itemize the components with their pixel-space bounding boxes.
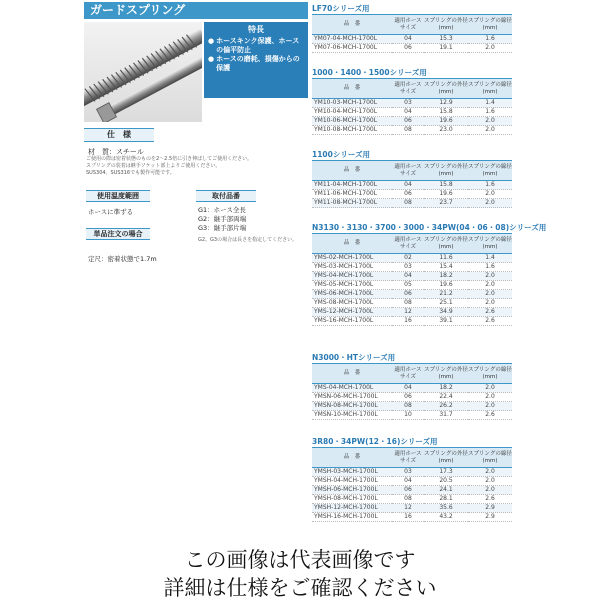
outer-diameter-cell: 15.3	[424, 35, 468, 44]
column-header-od: スプリングの外径(mm)	[424, 15, 468, 35]
hose-size-cell: 08	[392, 126, 424, 135]
outer-diameter-cell: 34.9	[424, 308, 468, 317]
features-box	[204, 22, 308, 98]
temp-heading: 使用温度範囲	[86, 190, 150, 202]
part-number-cell: YMSH-12-MCH-1700L	[312, 504, 392, 513]
part-number-cell: YM11-04-MCH-1700L	[312, 181, 392, 190]
wire-diameter-cell: 2.0	[468, 117, 512, 126]
table-row	[312, 468, 512, 477]
spec-heading: 仕 様	[84, 128, 154, 142]
wire-diameter-cell: 2.0	[468, 477, 512, 486]
wire-diameter-cell: 2.0	[468, 272, 512, 281]
column-header-part: 品 番	[312, 161, 392, 181]
part-number-cell: YMSN-08-MCH-1700L	[312, 402, 392, 411]
column-header-hose: 適用ホースサイズ	[392, 448, 424, 468]
wire-diameter-cell: 1.4	[468, 254, 512, 263]
table-row	[312, 281, 512, 290]
table-row	[312, 190, 512, 199]
single-order-text: 定尺：密着状態で1.7m	[88, 255, 157, 263]
column-header-wire: スプリングの線径(mm)	[468, 234, 512, 254]
column-header-part: 品 番	[312, 15, 392, 35]
table-row	[312, 35, 512, 44]
feature-item: ● ホースキンク保護、ホースの偏平防止	[208, 37, 300, 54]
wire-diameter-cell: 2.0	[468, 402, 512, 411]
hose-size-cell: 04	[392, 35, 424, 44]
hose-size-cell: 16	[392, 513, 424, 522]
part-number-cell: YM10-04-MCH-1700L	[312, 108, 392, 117]
column-header-part: 品 番	[312, 79, 392, 99]
outer-diameter-cell: 17.3	[424, 468, 468, 477]
column-header-hose: 適用ホースサイズ	[392, 234, 424, 254]
section-title: 1100シリーズ用	[312, 150, 370, 159]
wire-diameter-cell: 2.0	[468, 486, 512, 495]
hose-size-cell: 16	[392, 317, 424, 326]
wire-diameter-cell: 2.6	[468, 308, 512, 317]
product-photo	[84, 22, 202, 122]
spec-table	[312, 78, 512, 135]
wire-diameter-cell: 1.4	[468, 99, 512, 108]
outer-diameter-cell: 35.6	[424, 504, 468, 513]
hose-size-cell: 06	[392, 44, 424, 53]
hose-size-cell: 04	[392, 108, 424, 117]
caption-line-1: この画像は代表画像です	[184, 548, 416, 572]
table-row	[312, 495, 512, 504]
column-header-wire: スプリングの線径(mm)	[468, 79, 512, 99]
part-number-cell: YMS-08-MCH-1700L	[312, 299, 392, 308]
part-number-cell: YM07-04-MCH-1700L	[312, 35, 392, 44]
hose-size-cell: 06	[392, 290, 424, 299]
part-number-cell: YMSH-16-MCH-1700L	[312, 513, 392, 522]
part-number-cell: YM10-08-MCH-1700L	[312, 126, 392, 135]
single-order-heading: 単品注文の場合	[86, 228, 150, 240]
outer-diameter-cell: 15.8	[424, 181, 468, 190]
outer-diameter-cell: 15.4	[424, 263, 468, 272]
hose-size-cell: 03	[392, 468, 424, 477]
spec-table	[312, 160, 512, 208]
wire-diameter-cell: 2.0	[468, 190, 512, 199]
outer-diameter-cell: 12.9	[424, 99, 468, 108]
wire-diameter-cell: 2.0	[468, 393, 512, 402]
column-header-hose: 適用ホースサイズ	[392, 15, 424, 35]
hose-size-cell: 04	[392, 181, 424, 190]
column-header-hose: 適用ホースサイズ	[392, 79, 424, 99]
outer-diameter-cell: 24.1	[424, 486, 468, 495]
spec-table	[312, 14, 512, 53]
part-number-cell: YMS-02-MCH-1700L	[312, 254, 392, 263]
hose-size-cell: 12	[392, 308, 424, 317]
part-number-cell: YMS-06-MCH-1700L	[312, 290, 392, 299]
outer-diameter-cell: 43.2	[424, 513, 468, 522]
bullet-icon: ●	[208, 37, 215, 45]
spec-notes	[86, 156, 308, 177]
note-line: スプリングの装着は継手ソケット部上よりご使用ください。	[86, 163, 221, 169]
column-header-hose: 適用ホースサイズ	[392, 161, 424, 181]
hose-size-cell: 03	[392, 263, 424, 272]
hose-size-cell: 03	[392, 99, 424, 108]
part-number-cell: YM10-06-MCH-1700L	[312, 117, 392, 126]
section-title: 1000・1400・1500シリーズ用	[312, 68, 427, 77]
column-header-od: スプリングの外径(mm)	[424, 234, 468, 254]
part-number-cell: YMS-12-MCH-1700L	[312, 308, 392, 317]
part-number-cell: YMSN-06-MCH-1700L	[312, 393, 392, 402]
spec-table	[312, 363, 512, 420]
table-row	[312, 477, 512, 486]
hose-size-cell: 02	[392, 254, 424, 263]
column-header-wire: スプリングの線径(mm)	[468, 448, 512, 468]
temp-text: ホースに準ずる	[88, 208, 134, 216]
hose-size-cell: 05	[392, 281, 424, 290]
part-number-cell: YM10-03-MCH-1700L	[312, 99, 392, 108]
fitting-item: G1：ホース全長	[198, 206, 246, 214]
part-number-cell: YMS-04-MCH-1700L	[312, 272, 392, 281]
table-row	[312, 117, 512, 126]
outer-diameter-cell: 22.4	[424, 393, 468, 402]
note-line: ご使用の際は密着状態のものを2～2.5倍に引き伸ばしてご使用ください。	[86, 156, 253, 162]
part-number-cell: YMSN-10-MCH-1700L	[312, 411, 392, 420]
wire-diameter-cell: 2.6	[468, 317, 512, 326]
part-number-cell: YMSH-06-MCH-1700L	[312, 486, 392, 495]
part-number-cell: YMS-05-MCH-1700L	[312, 281, 392, 290]
hose-size-cell: 12	[392, 504, 424, 513]
spec-table	[312, 447, 512, 522]
outer-diameter-cell: 39.1	[424, 317, 468, 326]
table-row	[312, 317, 512, 326]
outer-diameter-cell: 25.1	[424, 299, 468, 308]
outer-diameter-cell: 19.1	[424, 44, 468, 53]
column-header-od: スプリングの外径(mm)	[424, 364, 468, 384]
part-number-cell: YMSH-04-MCH-1700L	[312, 477, 392, 486]
column-header-wire: スプリングの線径(mm)	[468, 161, 512, 181]
hose-size-cell: 04	[392, 384, 424, 393]
section-title: LF70シリーズ用	[312, 4, 370, 13]
hose-size-cell: 04	[392, 272, 424, 281]
outer-diameter-cell: 11.6	[424, 254, 468, 263]
outer-diameter-cell: 19.6	[424, 190, 468, 199]
wire-diameter-cell: 1.6	[468, 263, 512, 272]
spec-table	[312, 233, 512, 326]
wire-diameter-cell: 2.9	[468, 504, 512, 513]
part-number-cell: YMS-04-MCH-1700L	[312, 384, 392, 393]
table-row	[312, 272, 512, 281]
column-header-wire: スプリングの線径(mm)	[468, 15, 512, 35]
wire-diameter-cell: 2.9	[468, 513, 512, 522]
column-header-part: 品 番	[312, 448, 392, 468]
outer-diameter-cell: 19.6	[424, 281, 468, 290]
outer-diameter-cell: 18.2	[424, 384, 468, 393]
outer-diameter-cell: 28.1	[424, 495, 468, 504]
wire-diameter-cell: 2.0	[468, 290, 512, 299]
fitting-heading: 取付品番	[196, 190, 256, 202]
wire-diameter-cell: 1.6	[468, 35, 512, 44]
table-row	[312, 486, 512, 495]
table-row	[312, 299, 512, 308]
column-header-od: スプリングの外径(mm)	[424, 161, 468, 181]
column-header-wire: スプリングの線径(mm)	[468, 364, 512, 384]
table-row	[312, 290, 512, 299]
outer-diameter-cell: 23.0	[424, 126, 468, 135]
hose-size-cell: 06	[392, 117, 424, 126]
table-row	[312, 44, 512, 53]
section-title: N3000・HTシリーズ用	[312, 353, 396, 362]
section-title: 3R80・34PW(12・16)シリーズ用	[312, 437, 438, 446]
hose-size-cell: 06	[392, 190, 424, 199]
material-text: 材 質：スチール	[88, 148, 144, 156]
wire-diameter-cell: 2.0	[468, 44, 512, 53]
wire-diameter-cell: 2.0	[468, 199, 512, 208]
outer-diameter-cell: 18.2	[424, 272, 468, 281]
wire-diameter-cell: 2.0	[468, 384, 512, 393]
hose-size-cell: 08	[392, 402, 424, 411]
fitting-item: G3：継手部片端	[198, 224, 247, 232]
part-number-cell: YMSH-08-MCH-1700L	[312, 495, 392, 504]
table-row	[312, 108, 512, 117]
table-row	[312, 199, 512, 208]
column-header-od: スプリングの外径(mm)	[424, 79, 468, 99]
caption-line-2: 詳細は仕様をご確認ください	[163, 576, 437, 600]
outer-diameter-cell: 23.7	[424, 199, 468, 208]
table-row	[312, 402, 512, 411]
hose-size-cell: 06	[392, 393, 424, 402]
table-row	[312, 308, 512, 317]
bullet-icon: ●	[208, 55, 215, 63]
part-number-cell: YMS-16-MCH-1700L	[312, 317, 392, 326]
table-row	[312, 513, 512, 522]
outer-diameter-cell: 31.7	[424, 411, 468, 420]
wire-diameter-cell: 2.0	[468, 299, 512, 308]
wire-diameter-cell: 1.6	[468, 181, 512, 190]
wire-diameter-cell: 2.0	[468, 126, 512, 135]
features-heading: 特長	[248, 25, 264, 34]
part-number-cell: YM11-08-MCH-1700L	[312, 199, 392, 208]
column-header-part: 品 番	[312, 364, 392, 384]
column-header-hose: 適用ホースサイズ	[392, 364, 424, 384]
outer-diameter-cell: 20.5	[424, 477, 468, 486]
outer-diameter-cell: 21.2	[424, 290, 468, 299]
table-row	[312, 263, 512, 272]
wire-diameter-cell: 2.6	[468, 411, 512, 420]
wire-diameter-cell: 2.0	[468, 468, 512, 477]
table-row	[312, 384, 512, 393]
table-row	[312, 181, 512, 190]
table-row	[312, 504, 512, 513]
hose-size-cell: 08	[392, 495, 424, 504]
part-number-cell: YM11-06-MCH-1700L	[312, 190, 392, 199]
table-row	[312, 411, 512, 420]
section-title: N3130・3130・3700・3000・34PW(04・06・08)シリーズ用	[312, 223, 547, 232]
spring-image	[84, 22, 202, 122]
outer-diameter-cell: 19.6	[424, 117, 468, 126]
wire-diameter-cell: 2.0	[468, 281, 512, 290]
part-number-cell: YMSH-03-MCH-1700L	[312, 468, 392, 477]
hose-size-cell: 06	[392, 486, 424, 495]
table-row	[312, 126, 512, 135]
column-header-od: スプリングの外径(mm)	[424, 448, 468, 468]
hose-size-cell: 04	[392, 477, 424, 486]
part-number-cell: YM07-06-MCH-1700L	[312, 44, 392, 53]
table-row	[312, 393, 512, 402]
note-line: SUS304、SUS316でも製作可能です。	[86, 170, 175, 176]
part-number-cell: YMS-03-MCH-1700L	[312, 263, 392, 272]
table-row	[312, 99, 512, 108]
product-title: ガードスプリング	[84, 2, 308, 19]
fitting-note: G2、G3の場合は長さを指定してください。	[198, 237, 298, 243]
wire-diameter-cell: 1.6	[468, 108, 512, 117]
hose-size-cell: 08	[392, 299, 424, 308]
outer-diameter-cell: 26.2	[424, 402, 468, 411]
fitting-item: G2：継手部両端	[198, 215, 247, 223]
hose-size-cell: 10	[392, 411, 424, 420]
feature-item: ● ホースの磨耗、損傷からの保護	[208, 55, 300, 72]
column-header-part: 品 番	[312, 234, 392, 254]
wire-diameter-cell: 2.6	[468, 495, 512, 504]
table-row	[312, 254, 512, 263]
outer-diameter-cell: 15.8	[424, 108, 468, 117]
hose-size-cell: 08	[392, 199, 424, 208]
